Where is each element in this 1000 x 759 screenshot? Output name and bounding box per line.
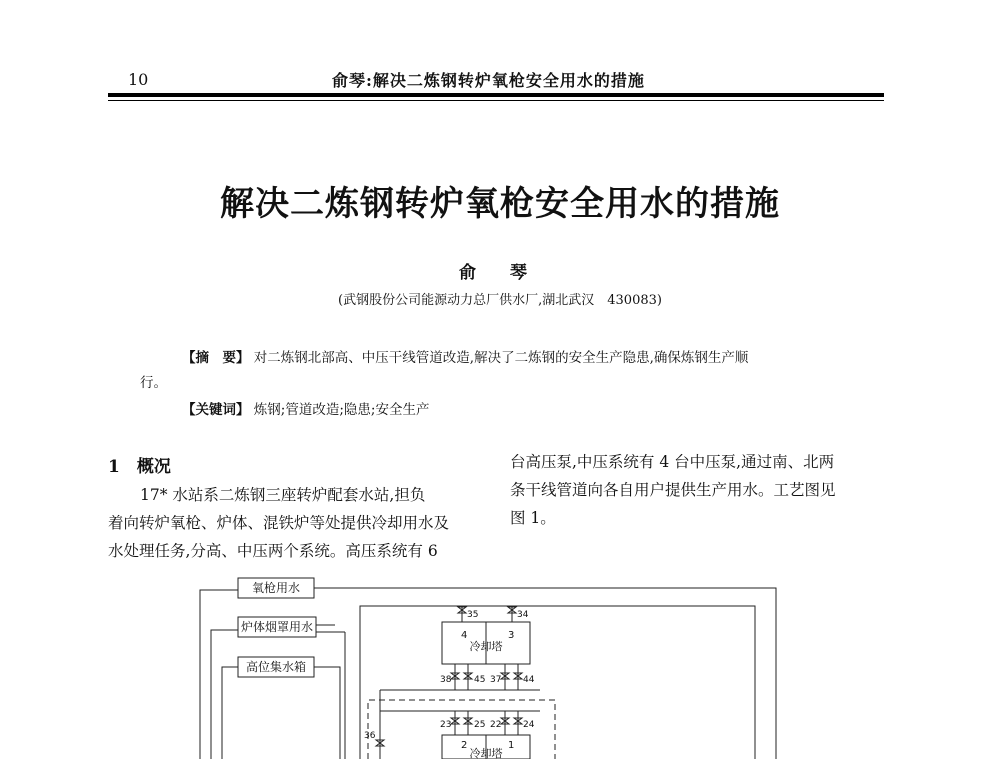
label-cell-2: 2: [461, 740, 468, 751]
valve-22: 22: [490, 720, 502, 730]
label-high-tank: 高位集水箱: [245, 660, 307, 674]
body-right-line-1: 台高压泵,中压系统有 4 台中压泵,通过南、北两: [510, 453, 835, 471]
valve-36: 36: [364, 731, 376, 741]
article-title: 解决二炼钢转炉氧枪安全用水的措施: [220, 184, 780, 224]
label-tower-lower: 冷却塔: [469, 747, 503, 759]
abstract-text-line1: 对二炼钢北部高、中压干线管道改造,解决了二炼钢的安全生产隐患,确保炼钢生产顺: [253, 350, 749, 366]
label-furnace-hood: 炉体烟罩用水: [240, 620, 314, 634]
label-tower-upper: 冷却塔: [469, 640, 503, 653]
pipe-left-outer: [200, 590, 238, 759]
keywords-text: 炼钢;管道改造;隐患;安全生产: [253, 402, 430, 418]
valve-37: 37: [490, 675, 502, 685]
valve-44: 44: [523, 675, 535, 685]
label-cell-1: 1: [508, 740, 515, 751]
running-title: 俞琴:解决二炼钢转炉氧枪安全用水的措施: [332, 71, 645, 90]
abstract-label: 【摘 要】: [182, 350, 250, 366]
body-left-line-3: 水处理任务,分高、中压两个系统。高压系统有 6: [108, 542, 438, 560]
pipe-hood-outlets: [316, 625, 345, 632]
valve-38: 38: [440, 675, 452, 685]
body-right-line-3: 图 1。: [510, 509, 556, 527]
tower-upper-outlets: [455, 664, 518, 690]
author-affiliation: (武钢股份公司能源动力总厂供水厂,湖北武汉 430083): [338, 293, 662, 308]
pipe-left-inner: [222, 667, 238, 759]
pipe-top-return: [314, 588, 776, 759]
valve-23: 23: [440, 720, 452, 730]
valve-35: 35: [467, 610, 479, 620]
body-left-line-2: 着向转炉氧枪、炉体、混铁炉等处提供冷却用水及: [108, 514, 450, 532]
valve-25: 25: [474, 720, 486, 730]
page-number: 10: [128, 70, 149, 89]
valve-34: 34: [517, 610, 529, 620]
label-oxygen-lance: 氧枪用水: [251, 581, 301, 595]
pipe-main-loop: [360, 606, 755, 759]
body-right-line-2: 条干线管道向各自用户提供生产用水。工艺图见: [510, 481, 836, 499]
pipe-tank-outlet: [314, 667, 340, 759]
label-cell-4: 4: [461, 630, 468, 641]
valve-24: 24: [523, 720, 535, 730]
keywords-label: 【关键词】: [182, 402, 250, 418]
pipe-left-mid: [211, 630, 238, 759]
abstract-text-line2: 行。: [140, 375, 167, 391]
valve-45: 45: [474, 675, 486, 685]
section-heading: 1 概况: [108, 457, 171, 477]
author-name: 俞 琴: [459, 263, 541, 283]
label-cell-3: 3: [508, 630, 515, 641]
body-left-line-1: 17* 水站系二炼钢三座转炉配套水站,担负: [140, 486, 426, 504]
